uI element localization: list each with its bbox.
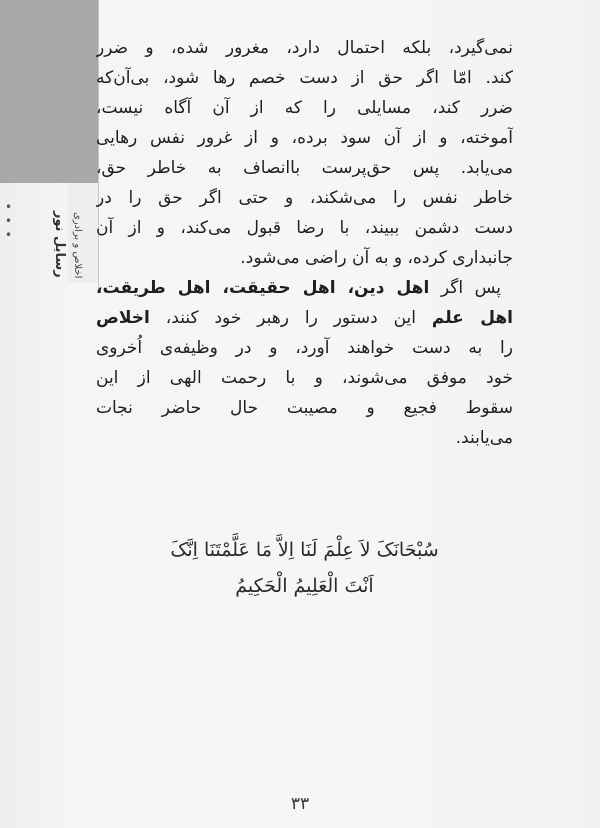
text-line-12: خود موفق می‌شوند، و با رحمت الهی از این [96,368,513,388]
chapter-tab [0,0,98,183]
ornament-dots: • • • [5,200,17,242]
text-line-4: آموخته، و از آن سود برده، و از غرور نفس رهایی [96,128,513,148]
text-line-13: سقوط فجیع و مصیبت حال حاضر نجات [96,398,513,418]
body-text [96,33,513,453]
text-line-11: را به دست خواهند آورد، و در وظیفه‌ی اُخروی [96,338,513,358]
para2-intro: پس اگر [440,278,501,298]
para2-bold-ilm: اهل علم [431,308,513,328]
para2-middle: این دستور را رهبر خود کنند، [165,308,416,328]
quran-verse [96,532,513,604]
quran-line-1: سُبْحَانَکَ لاَ عِلْمَ لَنَا اِلاَّ مَا عَلَّمْتَنَا اِنَّکَ [170,539,439,561]
text-line-7: دست دشمن ببیند، با رضا قبول می‌کند، و از آن [96,218,513,238]
text-line-8: جانبداری کرده، و به آن راضی می‌شود. [240,248,513,268]
text-line-10 [96,303,513,333]
quran-line-2: اَنْتَ الْعَلِیمُ الْحَکِیمُ [235,575,374,597]
text-line-2: کند. امّا اگر حق از دست خصم رها شود، بی‌آن‌که [96,68,513,88]
book-subtitle: اخلاص و برادری [72,211,83,278]
para2-bold-ikhlas: اخلاص [96,308,150,328]
text-line-5: می‌یابد. پس حق‌پرست باانصاف به خاطر حق، [96,158,513,178]
text-line-9 [96,273,513,303]
text-line-6: خاطر نفس را می‌شکند، و حتی اگر حق را در [96,188,513,208]
page-number: ۳۳ [290,794,310,814]
text-line-14: می‌یابند. [455,428,513,448]
book-title: رسایل نور [52,211,67,278]
text-line-1: نمی‌گیرد، بلکه احتمال دارد، مغرور شده، و ضرر [96,38,513,58]
para2-bold-groups: اهل دین، اهل حقیقت، اهل طریقت، [96,278,430,298]
text-line-3: ضرر کند، مسایلی را که از آن آگاه نیست، [96,98,513,118]
